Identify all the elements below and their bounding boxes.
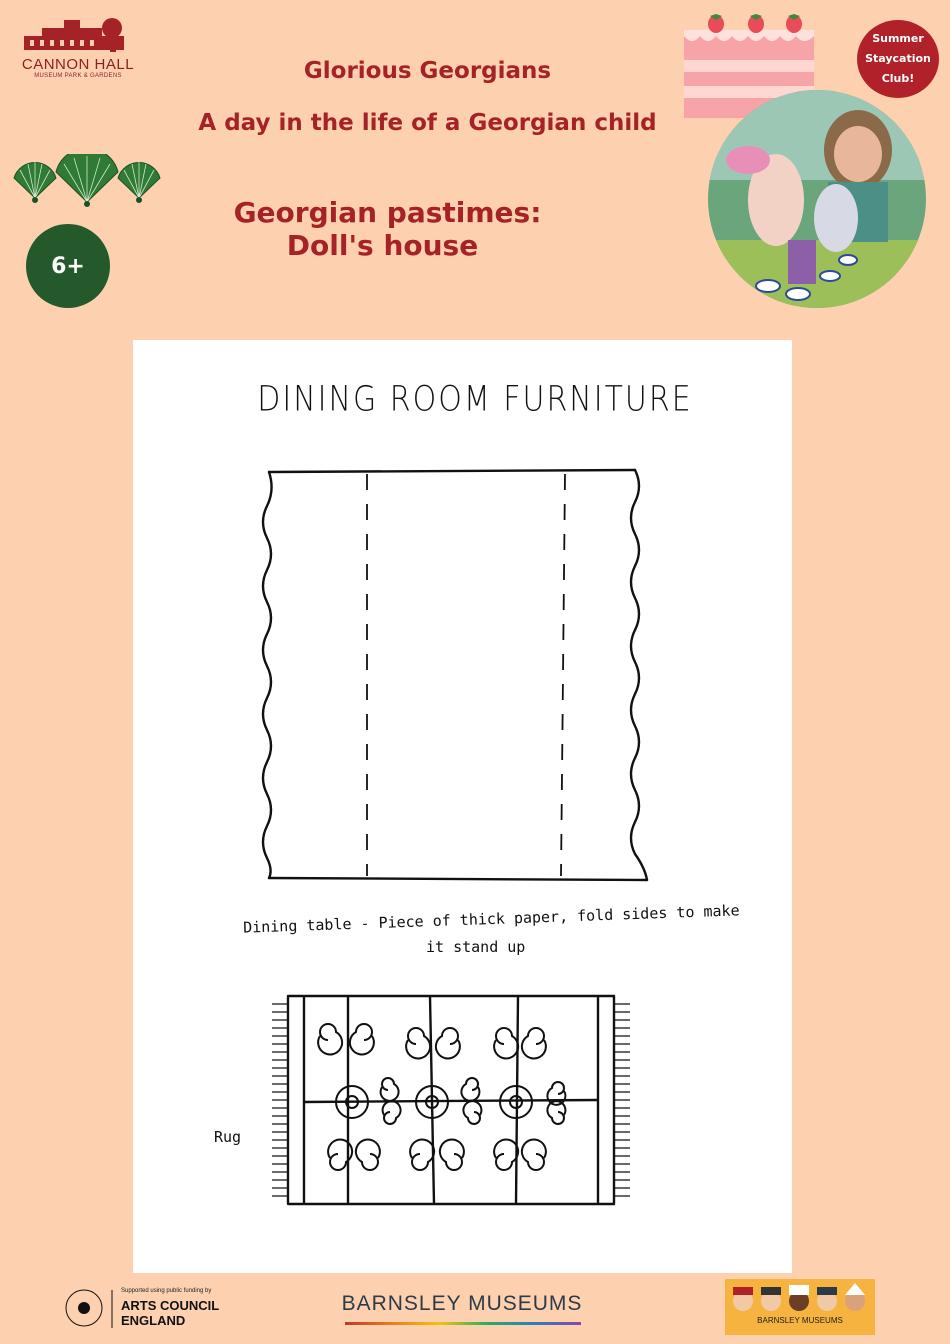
barnsley-museums-badge (725, 1279, 875, 1335)
child-with-dolls-photo (708, 90, 926, 308)
arts-council-name-line2: ENGLAND (121, 1313, 186, 1328)
logo-title: CANNON HALL (21, 56, 135, 73)
barnsley-badge-label: BARNSLEY MUSEUMS (757, 1316, 843, 1325)
table-caption: Dining table - Piece of thick paper, fold sides to make (242, 901, 740, 937)
fan-icon (12, 154, 162, 210)
barnsley-color-bar (345, 1322, 581, 1325)
dining-table-template (255, 460, 655, 890)
staycation-line3: Club! (881, 72, 915, 85)
table-caption-continued: it stand up (426, 938, 526, 956)
arts-council-name-line1: ARTS COUNCIL (121, 1298, 220, 1313)
rug-label: Rug (214, 1128, 242, 1146)
sheet-title: DINING ROOM FURNITURE (257, 379, 693, 420)
staycation-line2: Staycation (865, 52, 931, 65)
page-subtitle: A day in the life of a Georgian child (198, 110, 657, 136)
barnsley-museums-logo: BARNSLEY MUSEUMS (341, 1292, 583, 1315)
section-heading: Georgian pastimes: (233, 196, 542, 229)
logo-subtitle: MUSEUM PARK & GARDENS (34, 73, 122, 79)
staycation-line1: Summer (872, 32, 924, 45)
arts-council-note: Supported using public funding by (121, 1288, 212, 1294)
page-title: Glorious Georgians (303, 58, 552, 84)
character-faces-icon (725, 1279, 875, 1319)
section-subheading: Doll's house (286, 229, 479, 262)
staycation-badge (857, 20, 939, 98)
rug-template (268, 990, 634, 1210)
age-badge: 6+ (26, 224, 110, 308)
